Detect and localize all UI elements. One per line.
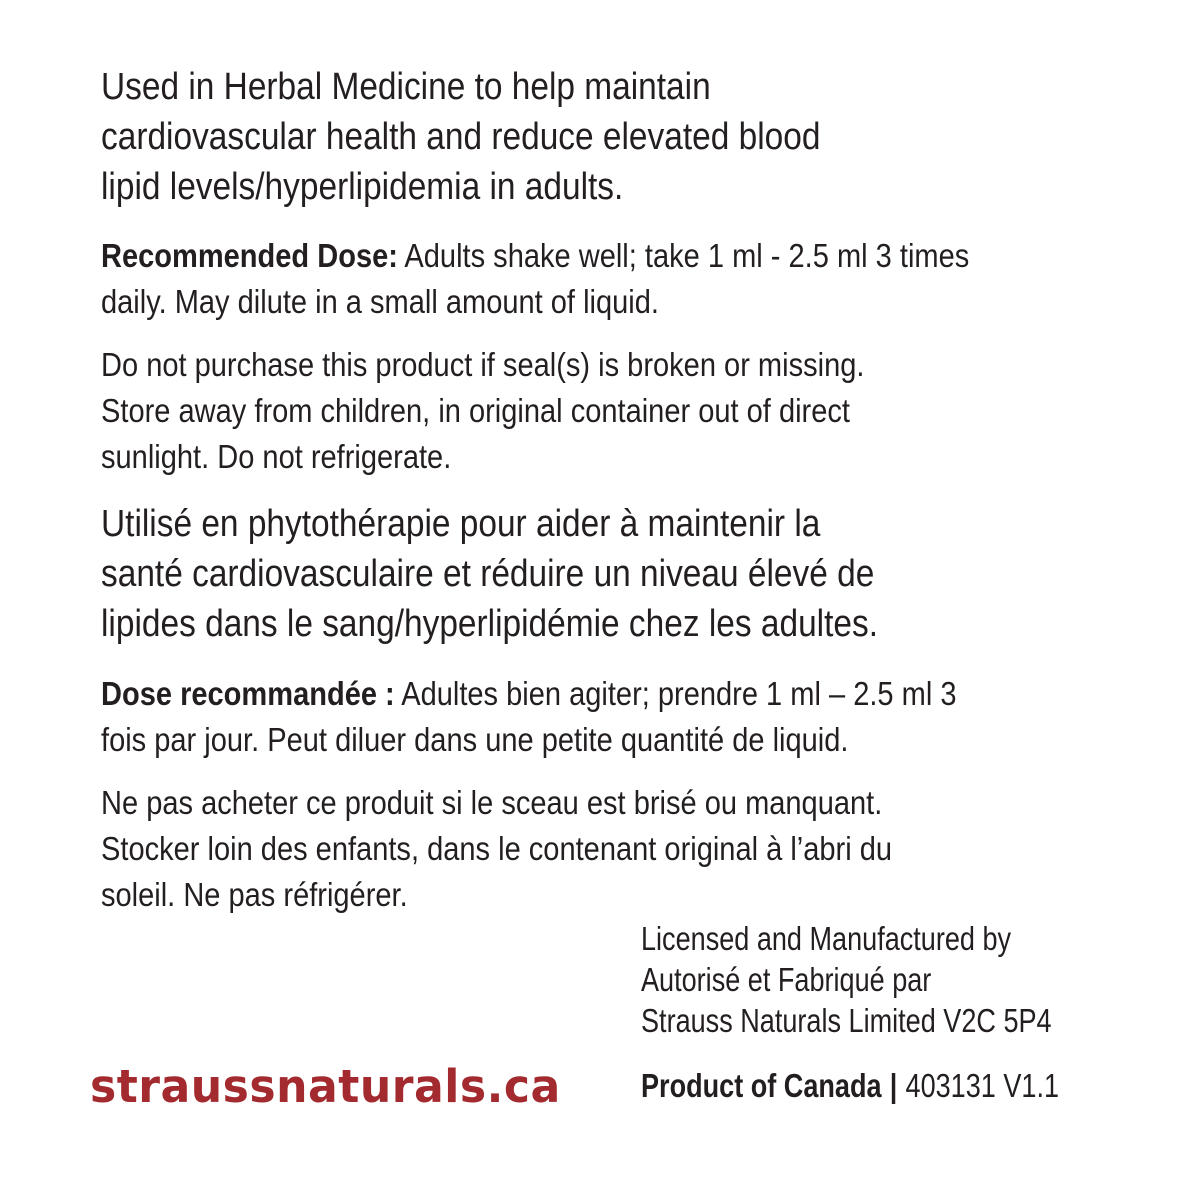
english-storage-text — [101, 342, 1095, 480]
english-dose-text — [101, 233, 1095, 325]
english-storage-line: Store away from children, in original container out of direct — [101, 392, 850, 429]
manufacturer-company-name: Strauss Naturals Limited V2C 5P4 — [641, 1002, 1052, 1039]
english-indication-text — [101, 62, 1060, 212]
english-indication-line: cardiovascular health and reduce elevated blood — [101, 116, 821, 158]
manufacturer-line-french: Autorisé et Fabriqué par — [641, 961, 932, 998]
english-storage-line: sunlight. Do not refrigerate. — [101, 438, 452, 475]
french-storage-line: Ne pas acheter ce produit si le sceau est brisé ou manquant. — [101, 784, 883, 821]
english-dose-line: Adults shake well; take 1 ml - 2.5 ml 3 times — [397, 237, 970, 274]
french-storage-line: soleil. Ne pas réfrigérer. — [101, 876, 408, 913]
english-dose-line: daily. May dilute in a small amount of liquid. — [101, 283, 659, 320]
french-indication-line: santé cardiovasculaire et réduire un niveau élevé de — [101, 553, 875, 595]
english-indication-line: Used in Herbal Medicine to help maintain — [101, 66, 711, 108]
french-dose-line: fois par jour. Peut diluer dans une petite quantité de liquid. — [101, 721, 849, 758]
french-indication-line: lipides dans le sang/hyperlipidémie chez les adultes. — [101, 603, 879, 645]
website-link[interactable]: straussnaturals.ca — [90, 1060, 561, 1113]
french-dose-line: Adultes bien agiter; prendre 1 ml – 2.5 ml 3 — [394, 675, 957, 712]
french-indication-line: Utilisé en phytothérapie pour aider à maintenir la — [101, 503, 821, 545]
french-storage-text — [101, 780, 1095, 918]
product-code: 403131 V1.1 — [905, 1067, 1060, 1104]
english-indication-line: lipid levels/hyperlipidemia in adults. — [101, 166, 624, 208]
product-origin-row — [641, 1064, 1166, 1108]
manufacturer-line-english: Licensed and Manufactured by — [641, 920, 1012, 957]
english-dose-label: Recommended Dose: — [101, 237, 398, 274]
french-indication-text — [101, 499, 1060, 649]
separator: | — [889, 1067, 898, 1104]
product-origin: Product of Canada — [641, 1067, 882, 1104]
french-dose-label: Dose recommandée : — [101, 675, 395, 712]
manufacturer-info — [641, 918, 1166, 1041]
english-storage-line: Do not purchase this product if seal(s) is broken or missing. — [101, 346, 865, 383]
french-dose-text — [101, 671, 1095, 763]
french-storage-line: Stocker loin des enfants, dans le contenant original à l’abri du — [101, 830, 893, 867]
